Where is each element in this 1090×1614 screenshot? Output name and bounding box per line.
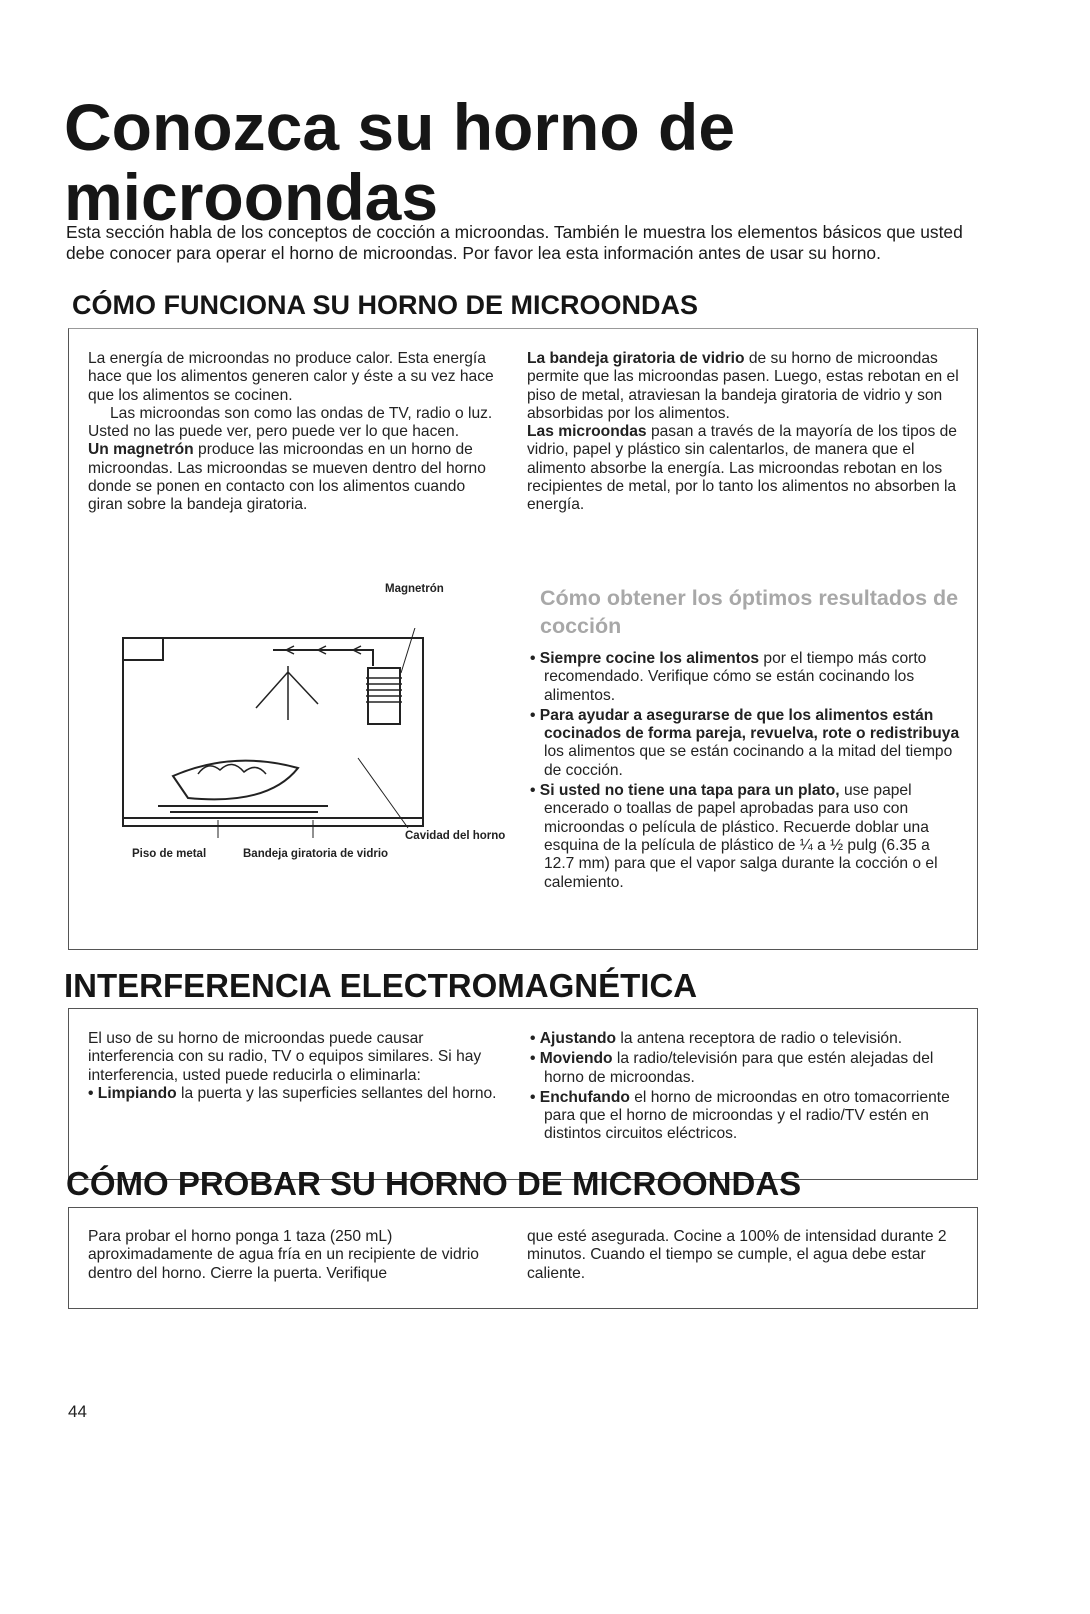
paragraph: Un magnetrón produce las microondas en un horno de microondas. Las microondas se mueven dentro del horno donde se ponen en contacto con los alimentos cuando giran sobre la bandeja giratoria. [88,441,486,514]
page-number: 44 [68,1402,87,1421]
food-lumps [198,764,266,774]
paragraph: La energía de microondas no produce calor. Esta energía hace que los alimentos generen calor y éste a su vez hace que los alimentos se cocinen. [88,350,494,404]
list-item: • Moviendo la radio/televisión para que estén alejadas del horno de microondas. [530,1050,970,1087]
oven-cavity-outline [123,638,423,826]
section-heading-interference: INTERFERENCIA ELECTROMAGNÉTICA [64,967,698,1004]
wave-scatter-lines [256,666,318,720]
oven-diagram [118,628,438,840]
diagram-label-tray: Bandeja giratoria de vidrio [243,848,389,860]
magnetron-fins [366,678,402,702]
paragraph: El uso de su horno de microondas puede causar interferencia con su radio, TV o equipos similares. Si hay interferencia, usted puede reducirla o eliminarla: [88,1030,482,1084]
interference-right-column [530,1030,970,1146]
paragraph: Las microondas pasan a través de la mayoría de los tipos de vidrio, papel y plástico sin calentarlos, de manera que el alimento absorbe la energía. Las microondas rebotan en los recipientes de metal, por lo tanto los alimentos no absorben la energía. [527,423,957,514]
how-it-works-left-column [88,350,503,515]
food-dish [173,761,298,800]
diagram-label-floor: Piso de metal [132,848,207,860]
list-item: • Si usted no tiene una tapa para un plato, use papel encerado o toallas de papel aprobadas para uso con microondas o película de plástico. Recuerde doblar una esquina de la película de plástico de ¼ a ½ pulg (6.35 a 12.7 mm) para que el vapor salga durante la cocción o el calemiento. [530,782,962,892]
paragraph: Para probar el horno ponga 1 taza (250 mL) aproximadamente de agua fría en un recipiente de vidrio dentro del horno. Cierre la puerta. Verifique [88,1228,479,1282]
section-heading-test: CÓMO PROBAR SU HORNO DE MICROONDAS [66,1165,802,1202]
list-item: • Ajustando la antena receptora de radio o televisión. [530,1030,970,1048]
glass-turntable [158,806,328,812]
test-left-column [88,1228,500,1283]
paragraph: que esté asegurada. Cocine a 100% de intensidad durante 2 minutos. Cuando el tiempo se cumple, el agua debe estar caliente. [527,1228,947,1282]
list-item: • Siempre cocine los alimentos por el tiempo más corto recomendado. Verifique cómo se están cocinando los alimentos. [530,650,962,705]
paragraph: La bandeja giratoria de vidrio de su horno de microondas permite que las microondas pasen. Luego, estas rebotan en el piso de metal, atraviesan la bandeja giratoria de vidrio y son absorbidas por los alimentos. [527,350,959,422]
tips-list [530,650,962,894]
section-heading-how-it-works: CÓMO FUNCIONA SU HORNO DE MICROONDAS [72,290,698,320]
page-title: Conozca su horno de microondas [64,90,736,234]
oven-wall-notch [123,638,163,660]
list-item: • Para ayudar a asegurarse de que los alimentos están cocinados de forma pareja, revuelva, rote o redistribuya los alimentos que se están cocinando a la mitad del tiempo de cocción. [530,707,962,780]
diagram-label-magnetron: Magnetrón [385,583,444,595]
how-it-works-right-column [527,350,959,515]
diagram-label-cavity: Cavidad del horno [405,830,506,842]
tips-heading: Cómo obtener los óptimos resultados de cocción [540,586,959,638]
intro-paragraph: Esta sección habla de los conceptos de cocción a microondas. También le muestra los elementos básicos que usted debe conocer para operar el horno de microondas. Por favor lea esta información antes de usar su horno. [66,222,963,263]
list-item: • Enchufando el horno de microondas en otro tomacorriente para que el horno de microondas y el radio/TV estén en distintos circuitos eléctricos. [530,1089,970,1144]
paragraph: Las microondas son como las ondas de TV, radio o luz. Usted no las puede ver, pero puede ver lo que hacen. [88,404,493,441]
interference-left-column [88,1030,498,1105]
list-item: • Limpiando la puerta y las superficies sellantes del horno. [88,1085,498,1103]
test-right-column [527,1228,959,1283]
